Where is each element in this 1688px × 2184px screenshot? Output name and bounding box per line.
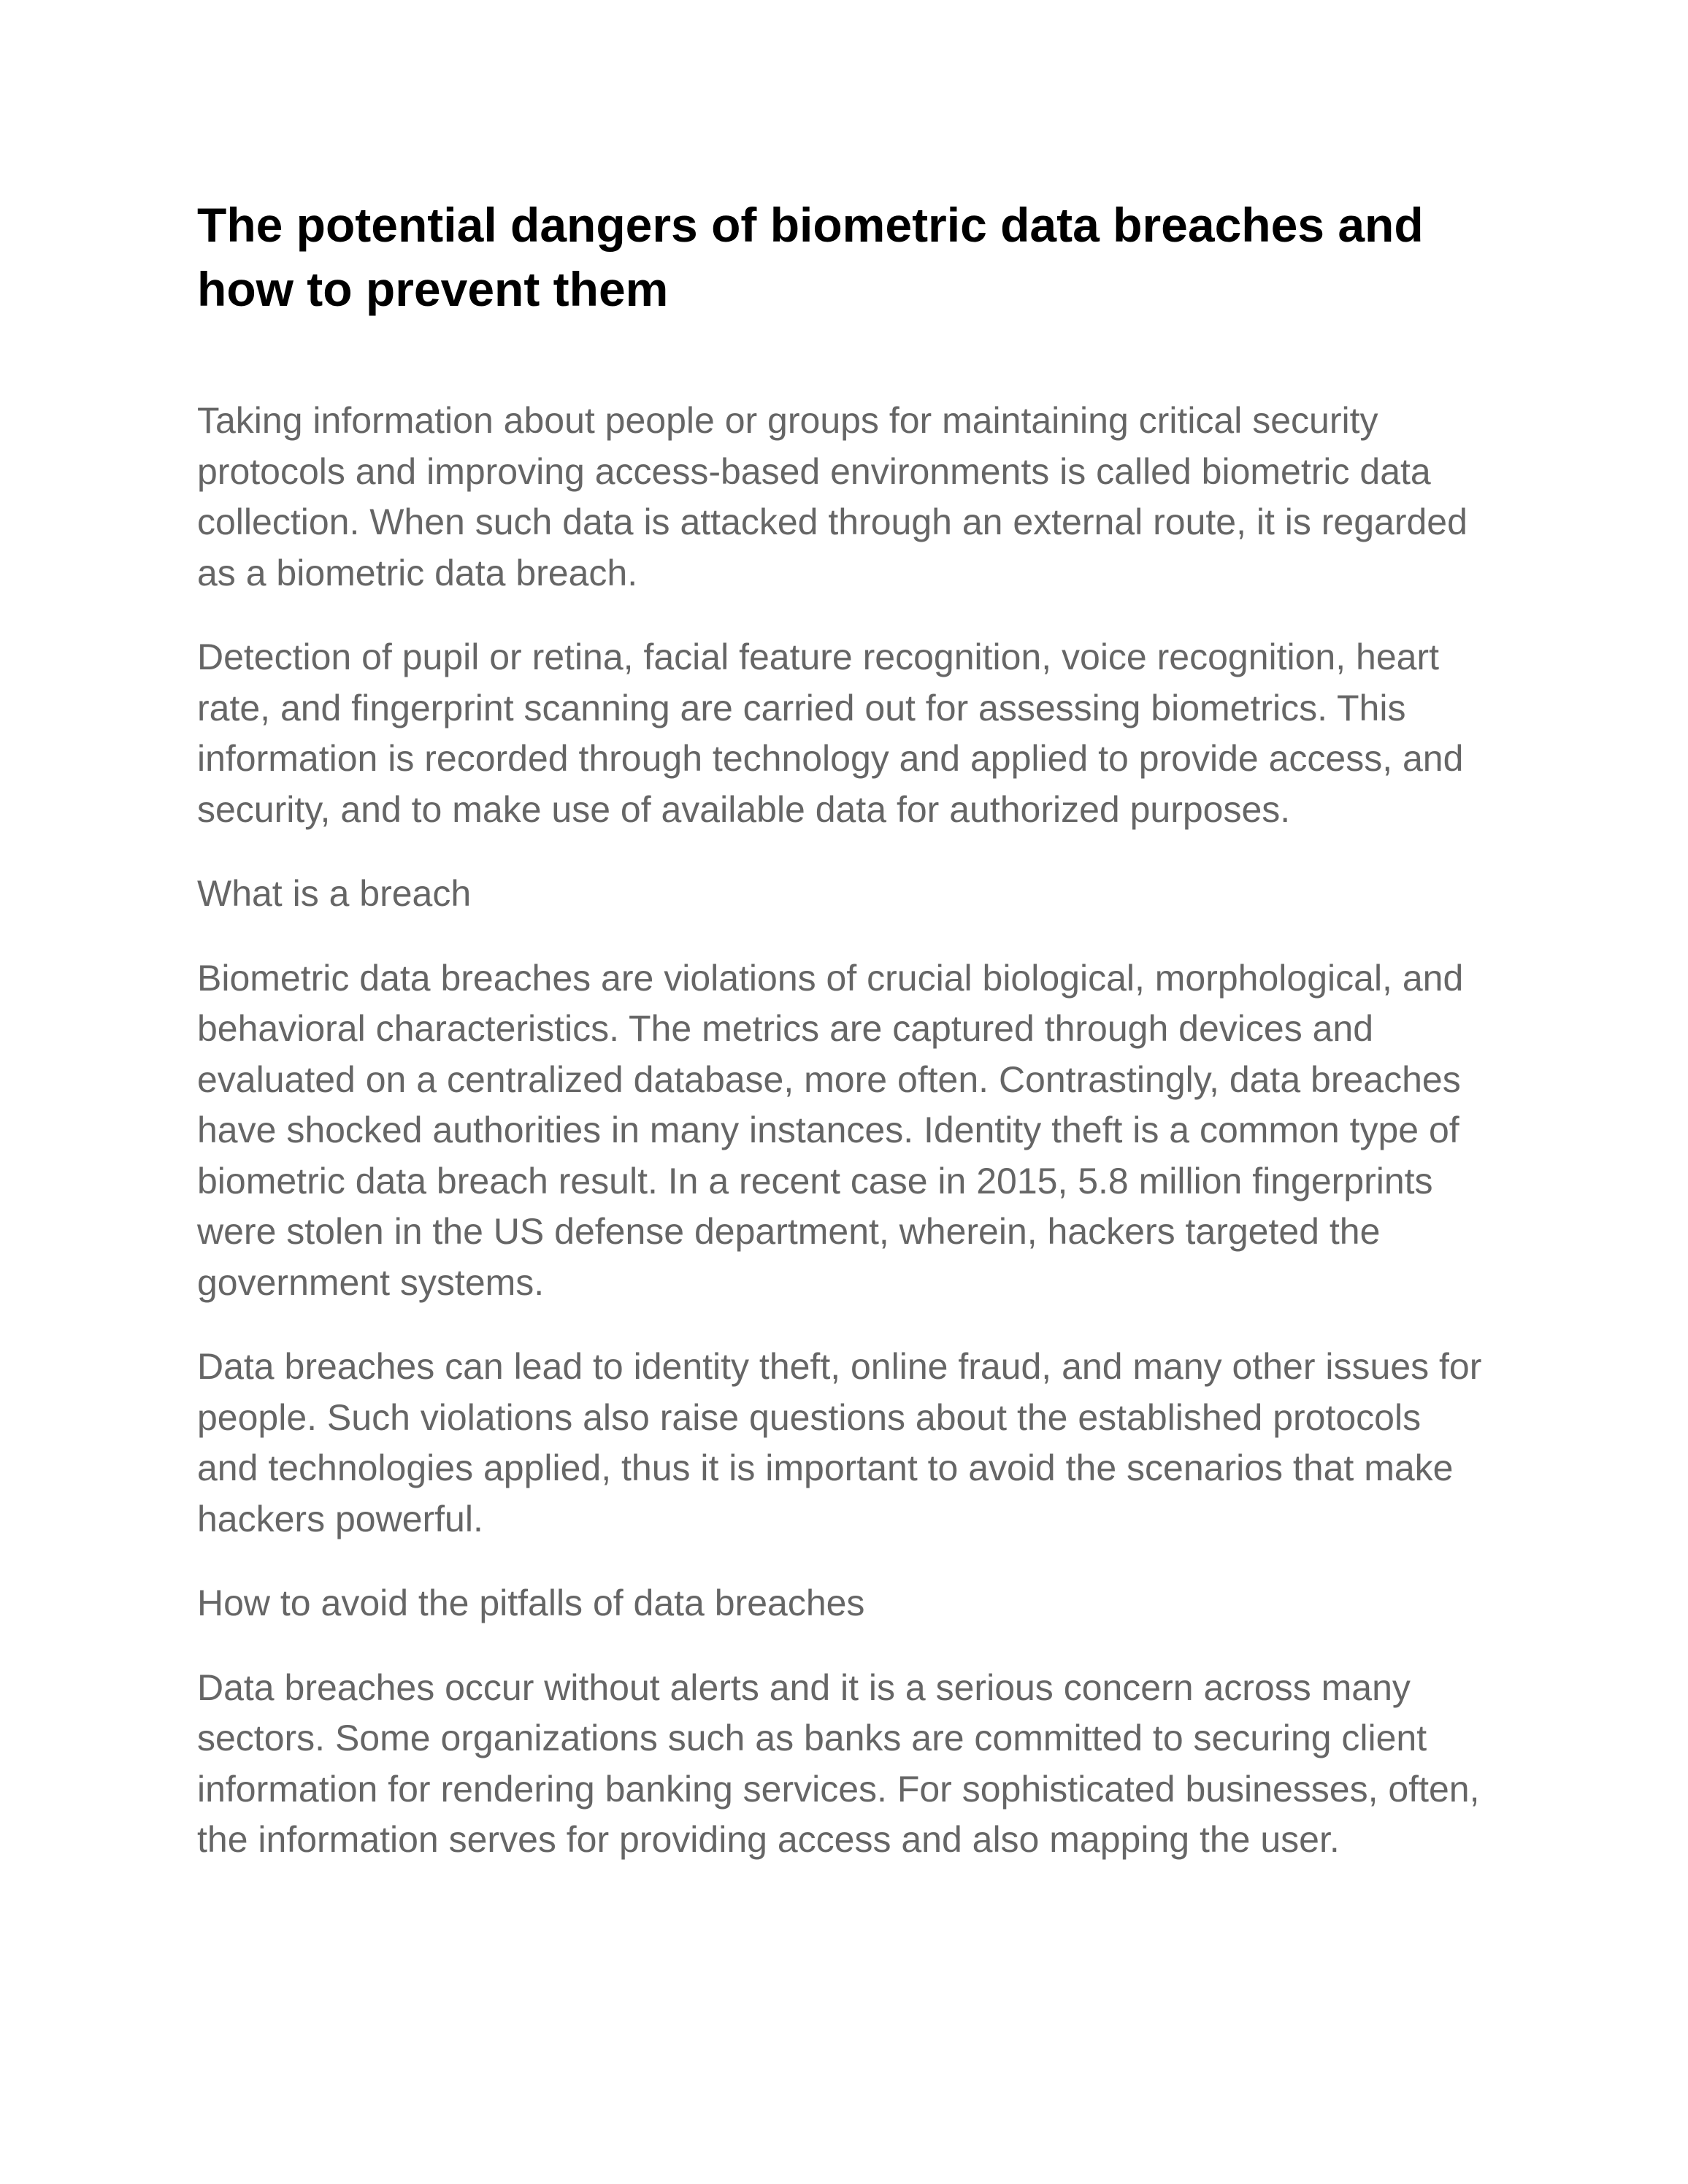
section-heading-what-is-a-breach: What is a breach bbox=[197, 873, 472, 914]
section-heading-avoid-pitfalls: How to avoid the pitfalls of data breaches bbox=[197, 1583, 865, 1623]
document-body bbox=[197, 193, 1491, 1899]
biometrics-assessment-paragraph: Detection of pupil or retina, facial feature recognition, voice recognition, heart rate, and fingerprint scanning are carried out for assessing biometrics. This information is recorded through technology and applied to provide access, and security, and to make use of available data for authorized purposes. bbox=[197, 637, 1464, 830]
breach-consequences-paragraph: Data breaches can lead to identity theft, online fraud, and many other issues for people. Such violations also raise questions about the established protocols and technologies applied, thus it is important to avoid the scenarios that make hackers powerful. bbox=[197, 1346, 1482, 1539]
document-title: The potential dangers of biometric data breaches and how to prevent them bbox=[197, 198, 1424, 316]
avoid-pitfalls-paragraph: Data breaches occur without alerts and it is a serious concern across many sectors. Some organizations such as banks are committed to securing client information for rendering banking services. For sophisticated businesses, often, the information serves for providing access and also mapping the user. bbox=[197, 1666, 1480, 1860]
intro-paragraph: Taking information about people or groups for maintaining critical security protocols and improving access-based environments is called biometric data collection. When such data is attacked through an external route, it is regarded as a biometric data breach. bbox=[197, 400, 1468, 593]
breach-definition-paragraph: Biometric data breaches are violations of crucial biological, morphological, and behavioral characteristics. The metrics are captured through devices and evaluated on a centralized database, more often. Contrastingly, data breaches have shocked authorities in many instances. Identity theft is a common type of biometric data breach result. In a recent case in 2015, 5.8 million fingerprints were stolen in the US defense department, wherein, hackers targeted the government systems. bbox=[197, 957, 1464, 1303]
